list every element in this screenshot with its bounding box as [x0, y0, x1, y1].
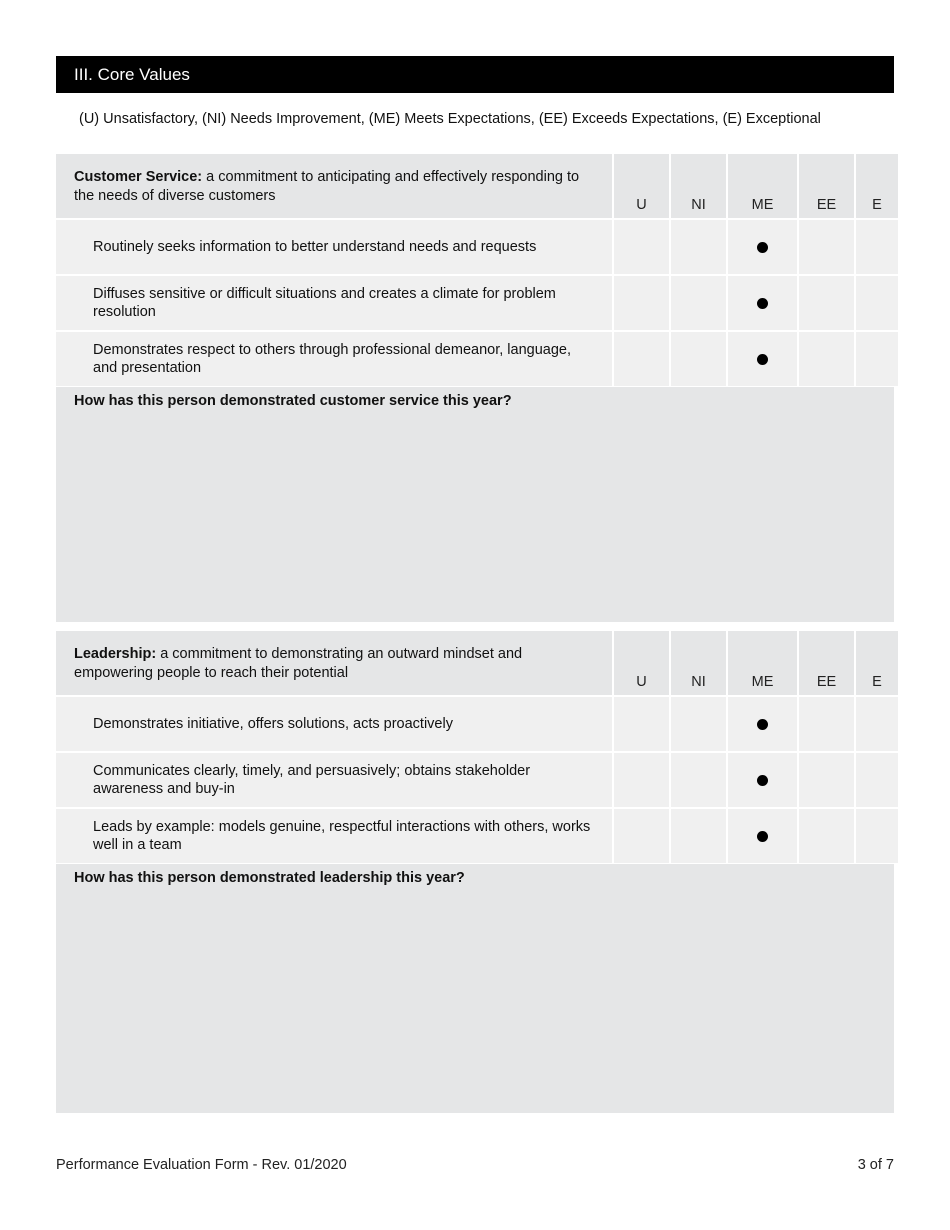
core-value-description: a commitment to anticipating and effectively responding to the needs of diverse customers — [74, 169, 580, 204]
selected-rating-dot — [757, 298, 768, 309]
column-ee: EE — [799, 631, 854, 695]
rating-cell-ee[interactable] — [799, 276, 854, 330]
rating-cell-e[interactable] — [856, 332, 898, 386]
rating-cell-me[interactable] — [728, 697, 797, 751]
rating-cell-ni[interactable] — [671, 332, 726, 386]
rating-cell-ee[interactable] — [799, 220, 854, 274]
rating-cell-ee[interactable] — [799, 332, 854, 386]
core-value-header — [56, 631, 612, 695]
rating-cell-e[interactable] — [856, 753, 898, 807]
column-ni: NI — [671, 154, 726, 218]
rating-cell-u[interactable] — [614, 809, 669, 863]
rating-cell-me[interactable] — [728, 276, 797, 330]
behavior-text: Diffuses sensitive or difficult situations and creates a climate for problem resolution — [56, 276, 612, 330]
rating-cell-ee[interactable] — [799, 753, 854, 807]
rating-cell-u[interactable] — [614, 220, 669, 274]
comment-question: How has this person demonstrated leadership this year? — [74, 870, 465, 886]
core-value-customer-service — [56, 154, 894, 622]
rating-cell-u[interactable] — [614, 697, 669, 751]
comment-question: How has this person demonstrated customer service this year? — [74, 393, 512, 409]
behavior-text: Leads by example: models genuine, respectful interactions with others, works well in a team — [56, 809, 612, 863]
rating-cell-ni[interactable] — [671, 276, 726, 330]
column-ni: NI — [671, 631, 726, 695]
rating-cell-e[interactable] — [856, 220, 898, 274]
rating-cell-u[interactable] — [614, 332, 669, 386]
column-e: E — [856, 631, 898, 695]
column-u: U — [614, 154, 669, 218]
rating-cell-e[interactable] — [856, 276, 898, 330]
core-value-description: a commitment to demonstrating an outward mindset and empowering people to reach their potential — [74, 646, 523, 681]
rating-cell-me[interactable] — [728, 332, 797, 386]
core-value-header — [56, 154, 612, 218]
behavior-text: Routinely seeks information to better understand needs and requests — [56, 220, 612, 274]
selected-rating-dot — [757, 831, 768, 842]
footer-form-name: Performance Evaluation Form - Rev. 01/2020 — [56, 1157, 347, 1173]
core-value-title: Customer Service: — [74, 169, 203, 185]
core-value-title: Leadership: — [74, 646, 157, 662]
column-e: E — [856, 154, 898, 218]
rating-cell-e[interactable] — [856, 809, 898, 863]
column-u: U — [614, 631, 669, 695]
section-title: III. Core Values — [56, 56, 894, 93]
footer-page-number: 3 of 7 — [857, 1157, 894, 1173]
rating-cell-ni[interactable] — [671, 697, 726, 751]
selected-rating-dot — [757, 242, 768, 253]
comment-box[interactable] — [56, 387, 894, 622]
behavior-text: Communicates clearly, timely, and persuasively; obtains stakeholder awareness and buy-in — [56, 753, 612, 807]
column-me: ME — [728, 154, 797, 218]
rating-cell-ee[interactable] — [799, 809, 854, 863]
behavior-text: Demonstrates initiative, offers solutions, acts proactively — [56, 697, 612, 751]
rating-cell-ee[interactable] — [799, 697, 854, 751]
selected-rating-dot — [757, 354, 768, 365]
column-me: ME — [728, 631, 797, 695]
rating-cell-me[interactable] — [728, 753, 797, 807]
rating-cell-me[interactable] — [728, 220, 797, 274]
core-value-leadership — [56, 631, 894, 1113]
selected-rating-dot — [757, 775, 768, 786]
selected-rating-dot — [757, 719, 768, 730]
rating-cell-u[interactable] — [614, 276, 669, 330]
rating-cell-u[interactable] — [614, 753, 669, 807]
comment-box[interactable] — [56, 864, 894, 1113]
rating-cell-me[interactable] — [728, 809, 797, 863]
rating-cell-ni[interactable] — [671, 753, 726, 807]
behavior-text: Demonstrates respect to others through professional demeanor, language, and presentation — [56, 332, 612, 386]
column-ee: EE — [799, 154, 854, 218]
rating-cell-ni[interactable] — [671, 220, 726, 274]
rating-legend: (U) Unsatisfactory, (NI) Needs Improvement, (ME) Meets Expectations, (EE) Exceeds Expectations, (E) Exceptional — [79, 111, 821, 127]
rating-cell-ni[interactable] — [671, 809, 726, 863]
rating-cell-e[interactable] — [856, 697, 898, 751]
